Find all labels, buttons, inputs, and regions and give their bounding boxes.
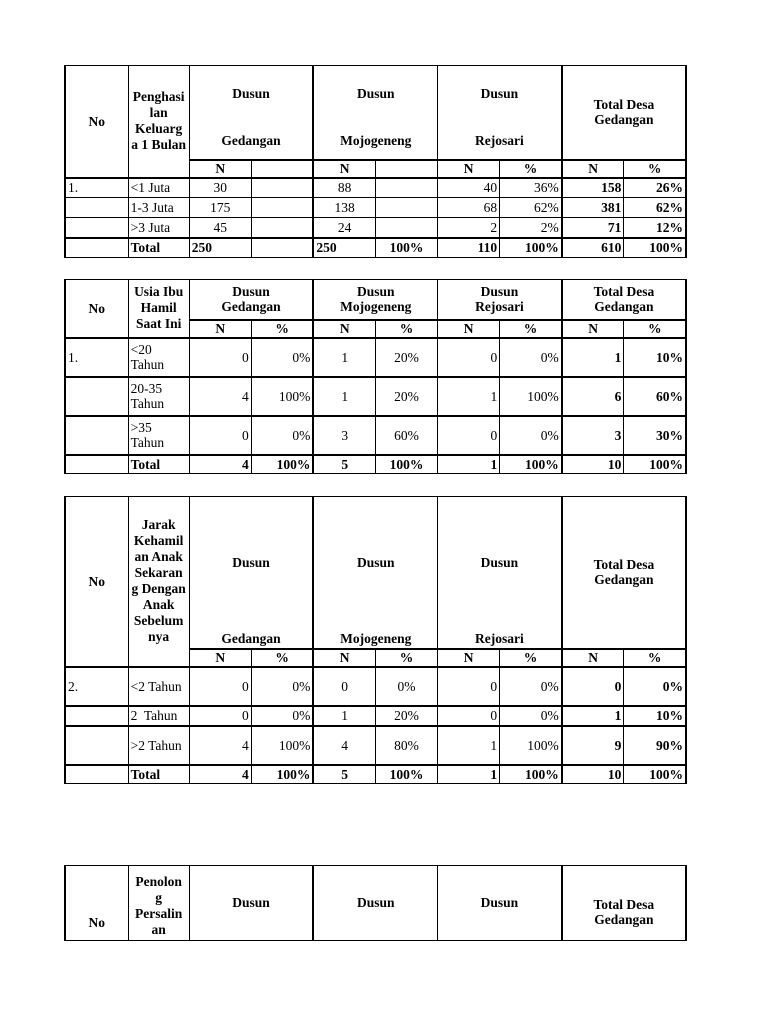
total-pct: 90%	[624, 726, 686, 765]
gedangan-pct: 100%	[251, 455, 313, 474]
pct-header: %	[251, 320, 313, 338]
gedangan-n: 30	[189, 178, 251, 198]
row-category: >3 Juta	[128, 218, 189, 238]
total-pct: 100%	[624, 455, 686, 474]
dusun-gedangan-header	[189, 497, 313, 649]
n-header: N	[562, 160, 624, 178]
pct-header: %	[500, 160, 562, 178]
rejosari-pct: 100%	[500, 377, 562, 416]
rejosari-pct: 100%	[500, 238, 562, 258]
rejosari-n: 0	[438, 667, 500, 706]
pct-header: %	[624, 160, 686, 178]
row-category: Total	[128, 238, 189, 258]
n-header: N	[313, 320, 375, 338]
total-header: Total Desa Gedangan	[562, 280, 686, 320]
dusun-label: Dusun	[232, 555, 270, 570]
gedangan-n: 4	[189, 726, 251, 765]
dusun-label: Dusun	[232, 86, 270, 101]
rejosari-pct: 62%	[500, 198, 562, 218]
row-no	[65, 726, 128, 765]
total-n: 158	[562, 178, 624, 198]
row-no	[65, 765, 128, 784]
dusun-mojogeneng-header	[313, 497, 437, 649]
n-header: N	[189, 320, 251, 338]
gedangan-pct: 100%	[251, 765, 313, 784]
n-header: N	[189, 160, 251, 178]
total-pct: 12%	[624, 218, 686, 238]
dusun-mojogeneng-header: Dusun Mojogeneng	[313, 280, 437, 320]
total-n: 381	[562, 198, 624, 218]
gedangan-n: 0	[189, 416, 251, 455]
n-header: N	[313, 649, 375, 667]
n-header: N	[189, 649, 251, 667]
pct-header: %	[500, 320, 562, 338]
mojogeneng-pct: 0%	[375, 667, 437, 706]
mojogeneng-n: 1	[313, 706, 375, 726]
mojogeneng-n: 88	[313, 178, 375, 198]
mojogeneng-n: 5	[313, 455, 375, 474]
row-category: <2 Tahun	[128, 667, 189, 706]
dusun-name: Mojogeneng	[340, 133, 412, 148]
rejosari-n: 1	[438, 726, 500, 765]
row-no	[65, 198, 128, 218]
rejosari-pct: 0%	[500, 338, 562, 377]
pregnancy-spacing-table	[64, 496, 687, 784]
rejosari-pct: 0%	[500, 416, 562, 455]
row-category: Total	[128, 455, 189, 474]
mojogeneng-n: 5	[313, 765, 375, 784]
col-category-header: Penghasi lan Keluarg a 1 Bulan	[128, 66, 189, 178]
row-category: <1 Juta	[128, 178, 189, 198]
income-table	[64, 65, 687, 258]
gedangan-pct: 0%	[251, 706, 313, 726]
total-header: Total Desa Gedangan	[562, 66, 686, 160]
pct-header	[251, 160, 313, 178]
n-header: N	[438, 649, 500, 667]
pct-header: %	[375, 649, 437, 667]
pct-header: %	[624, 649, 686, 667]
gedangan-n: 250	[189, 238, 251, 258]
n-header: N	[438, 320, 500, 338]
gedangan-n: 45	[189, 218, 251, 238]
table-row	[65, 198, 686, 218]
n-header: N	[562, 649, 624, 667]
row-category: <20 Tahun	[128, 338, 189, 377]
total-n: 9	[562, 726, 624, 765]
mojogeneng-pct	[375, 218, 437, 238]
mojogeneng-n: 0	[313, 667, 375, 706]
col-category-header: Usia Ibu Hamil Saat Ini	[128, 280, 189, 338]
row-no	[65, 455, 128, 474]
gedangan-n: 4	[189, 765, 251, 784]
dusun-mojogeneng-header: Dusun	[313, 866, 437, 941]
row-category: >2 Tahun	[128, 726, 189, 765]
mojogeneng-n: 1	[313, 338, 375, 377]
rejosari-pct: 2%	[500, 218, 562, 238]
dusun-label: Dusun	[480, 86, 519, 101]
row-no: 1.	[65, 338, 128, 377]
table-row	[65, 218, 686, 238]
pct-header: %	[500, 649, 562, 667]
row-no	[65, 218, 128, 238]
mojogeneng-pct: 20%	[375, 338, 437, 377]
rejosari-n: 0	[438, 706, 500, 726]
table-row	[65, 377, 686, 416]
dusun-name: Rejosari	[475, 631, 524, 646]
table-row	[65, 178, 686, 198]
table-row	[65, 667, 686, 706]
n-header: N	[438, 160, 500, 178]
total-n: 610	[562, 238, 624, 258]
mojogeneng-n: 1	[313, 377, 375, 416]
total-n: 3	[562, 416, 624, 455]
mojogeneng-n: 3	[313, 416, 375, 455]
row-no	[65, 416, 128, 455]
gedangan-pct: 0%	[251, 338, 313, 377]
total-n: 10	[562, 765, 624, 784]
row-category: >35 Tahun	[128, 416, 189, 455]
rejosari-n: 110	[438, 238, 500, 258]
pct-header: %	[251, 649, 313, 667]
rejosari-n: 1	[438, 765, 500, 784]
dusun-name: Rejosari	[475, 133, 524, 148]
n-header: N	[313, 160, 375, 178]
gedangan-n: 4	[189, 455, 251, 474]
gedangan-pct: 0%	[251, 416, 313, 455]
mojogeneng-n: 4	[313, 726, 375, 765]
pct-header	[375, 160, 437, 178]
row-category: 20-35 Tahun	[128, 377, 189, 416]
pct-header: %	[375, 320, 437, 338]
dusun-label: Dusun	[480, 555, 519, 570]
dusun-rejosari-header	[438, 497, 562, 649]
rejosari-n: 1	[438, 377, 500, 416]
rejosari-n: 2	[438, 218, 500, 238]
rejosari-pct: 0%	[500, 706, 562, 726]
table-row-total	[65, 238, 686, 258]
rejosari-pct: 36%	[500, 178, 562, 198]
table-row-total	[65, 455, 686, 474]
pct-header: %	[624, 320, 686, 338]
gedangan-pct	[251, 238, 313, 258]
gedangan-n: 4	[189, 377, 251, 416]
dusun-name: Gedangan	[221, 631, 281, 646]
dusun-rejosari-header: Dusun	[438, 866, 562, 941]
gedangan-pct: 100%	[251, 726, 313, 765]
dusun-name: Mojogeneng	[340, 631, 412, 646]
dusun-label: Dusun	[356, 86, 395, 101]
row-no	[65, 706, 128, 726]
col-category-header: Penolon g Persalin an	[128, 866, 189, 941]
rejosari-n: 0	[438, 338, 500, 377]
rejosari-n: 68	[438, 198, 500, 218]
col-no-header: No	[65, 66, 128, 178]
dusun-gedangan-header: Dusun Gedangan	[189, 280, 313, 320]
gedangan-n: 175	[189, 198, 251, 218]
gedangan-pct	[251, 218, 313, 238]
mojogeneng-pct: 20%	[375, 377, 437, 416]
total-pct: 30%	[624, 416, 686, 455]
gedangan-n: 0	[189, 706, 251, 726]
rejosari-pct: 100%	[500, 765, 562, 784]
birth-attendant-table	[64, 865, 687, 941]
rejosari-n: 40	[438, 178, 500, 198]
rejosari-pct: 100%	[500, 726, 562, 765]
mojogeneng-pct: 20%	[375, 706, 437, 726]
col-category-header: Jarak Kehamil an Anak Sekaran g Dengan Anak Sebelum nya	[128, 497, 189, 667]
gedangan-n: 0	[189, 667, 251, 706]
dusun-gedangan-header: Dusun	[189, 866, 313, 941]
table-row-total	[65, 765, 686, 784]
dusun-name: Gedangan	[221, 133, 281, 148]
total-header: Total Desa Gedangan	[562, 866, 686, 941]
rejosari-pct: 100%	[500, 455, 562, 474]
mojogeneng-pct: 60%	[375, 416, 437, 455]
total-n: 1	[562, 706, 624, 726]
n-header: N	[562, 320, 624, 338]
gedangan-pct: 0%	[251, 667, 313, 706]
mojogeneng-pct	[375, 198, 437, 218]
col-no-header: No	[65, 866, 128, 941]
table-row	[65, 338, 686, 377]
gedangan-n: 0	[189, 338, 251, 377]
dusun-mojogeneng-header	[313, 66, 437, 160]
rejosari-n: 0	[438, 416, 500, 455]
age-table	[64, 279, 687, 474]
total-n: 1	[562, 338, 624, 377]
total-pct: 26%	[624, 178, 686, 198]
table-row	[65, 706, 686, 726]
rejosari-pct: 0%	[500, 667, 562, 706]
mojogeneng-pct: 100%	[375, 455, 437, 474]
mojogeneng-n: 138	[313, 198, 375, 218]
row-no	[65, 238, 128, 258]
mojogeneng-pct	[375, 178, 437, 198]
total-n: 0	[562, 667, 624, 706]
row-no: 2.	[65, 667, 128, 706]
row-no: 1.	[65, 178, 128, 198]
gedangan-pct: 100%	[251, 377, 313, 416]
total-pct: 10%	[624, 706, 686, 726]
table-row	[65, 416, 686, 455]
dusun-label: Dusun	[356, 555, 395, 570]
row-category: 1-3 Juta	[128, 198, 189, 218]
row-no	[65, 377, 128, 416]
rejosari-n: 1	[438, 455, 500, 474]
col-no-header: No	[65, 280, 128, 338]
row-category: Total	[128, 765, 189, 784]
total-pct: 10%	[624, 338, 686, 377]
total-pct: 0%	[624, 667, 686, 706]
total-n: 71	[562, 218, 624, 238]
total-pct: 60%	[624, 377, 686, 416]
gedangan-pct	[251, 178, 313, 198]
table-row	[65, 726, 686, 765]
total-pct: 100%	[624, 765, 686, 784]
total-n: 10	[562, 455, 624, 474]
gedangan-pct	[251, 198, 313, 218]
total-pct: 100%	[624, 238, 686, 258]
mojogeneng-pct: 80%	[375, 726, 437, 765]
row-category: 2 Tahun	[128, 706, 189, 726]
mojogeneng-n: 250	[313, 238, 375, 258]
total-n: 6	[562, 377, 624, 416]
dusun-rejosari-header	[438, 66, 562, 160]
mojogeneng-n: 24	[313, 218, 375, 238]
mojogeneng-pct: 100%	[375, 238, 437, 258]
total-pct: 62%	[624, 198, 686, 218]
mojogeneng-pct: 100%	[375, 765, 437, 784]
dusun-rejosari-header: Dusun Rejosari	[438, 280, 562, 320]
dusun-gedangan-header	[189, 66, 313, 160]
col-no-header: No	[65, 497, 128, 667]
total-header: Total Desa Gedangan	[562, 497, 686, 649]
